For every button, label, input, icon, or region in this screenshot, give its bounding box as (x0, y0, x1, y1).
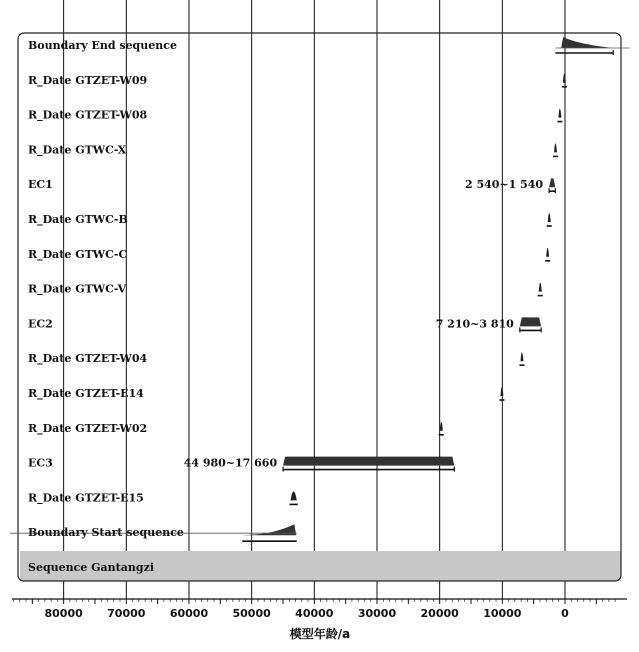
probability-distribution (283, 457, 454, 466)
x-tick-label: 80000 (44, 607, 83, 620)
x-tick-label: 20000 (420, 607, 459, 620)
x-tick-label: 70000 (107, 607, 146, 620)
x-axis (14, 599, 616, 620)
probability-distribution (554, 143, 557, 152)
gridlines (64, 0, 565, 599)
probability-distribution (558, 109, 561, 118)
probability-distribution (500, 387, 503, 396)
row-label: R_Date GTWC-C (28, 247, 128, 261)
row-label: R_Date GTWC-V (28, 282, 127, 296)
probability-distribution (561, 37, 613, 48)
row-label: R_Date GTZET-W08 (28, 108, 148, 122)
x-tick-label: 50000 (232, 607, 271, 620)
probability-distribution (520, 317, 541, 326)
row-label: R_Date GTZET-W09 (28, 73, 148, 87)
range-label: 7 210~3 810 (435, 317, 514, 331)
x-tick-label: 10000 (483, 607, 522, 620)
x-axis-title: 模型年龄/a (289, 627, 351, 641)
row-label: Sequence Gantangzi (28, 561, 154, 574)
probability-distribution (548, 213, 551, 222)
row-label: R_Date GTZET-W04 (28, 352, 148, 366)
range-label: 44 980~17 660 (183, 456, 278, 470)
probability-distribution (291, 491, 297, 500)
row-label: R_Date GTZET-E15 (28, 491, 144, 505)
row-label: EC2 (28, 317, 53, 331)
probability-distribution (521, 352, 524, 361)
probability-distribution (539, 283, 542, 292)
probability-distribution (549, 178, 555, 187)
row-label: EC3 (28, 456, 53, 470)
row-label: R_Date GTWC-B (28, 213, 128, 226)
row-label: R_Date GTZET-W02 (28, 421, 148, 435)
row-label: R_Date GTWC-X (28, 143, 127, 157)
x-tick-label: 30000 (357, 607, 397, 620)
row-label: Boundary End sequence (28, 39, 177, 52)
probability-distribution (546, 248, 549, 257)
x-tick-label: 0 (561, 607, 569, 620)
range-labels (184, 178, 544, 469)
x-tick-label: 40000 (295, 607, 334, 620)
range-label: 2 540~1 540 (464, 178, 544, 192)
row-label: Boundary Start sequence (28, 526, 184, 540)
x-tick-label: 60000 (169, 607, 209, 620)
row-labels (28, 39, 184, 574)
row-label: EC1 (28, 178, 53, 192)
row-label: R_Date GTZET-E14 (28, 387, 144, 400)
